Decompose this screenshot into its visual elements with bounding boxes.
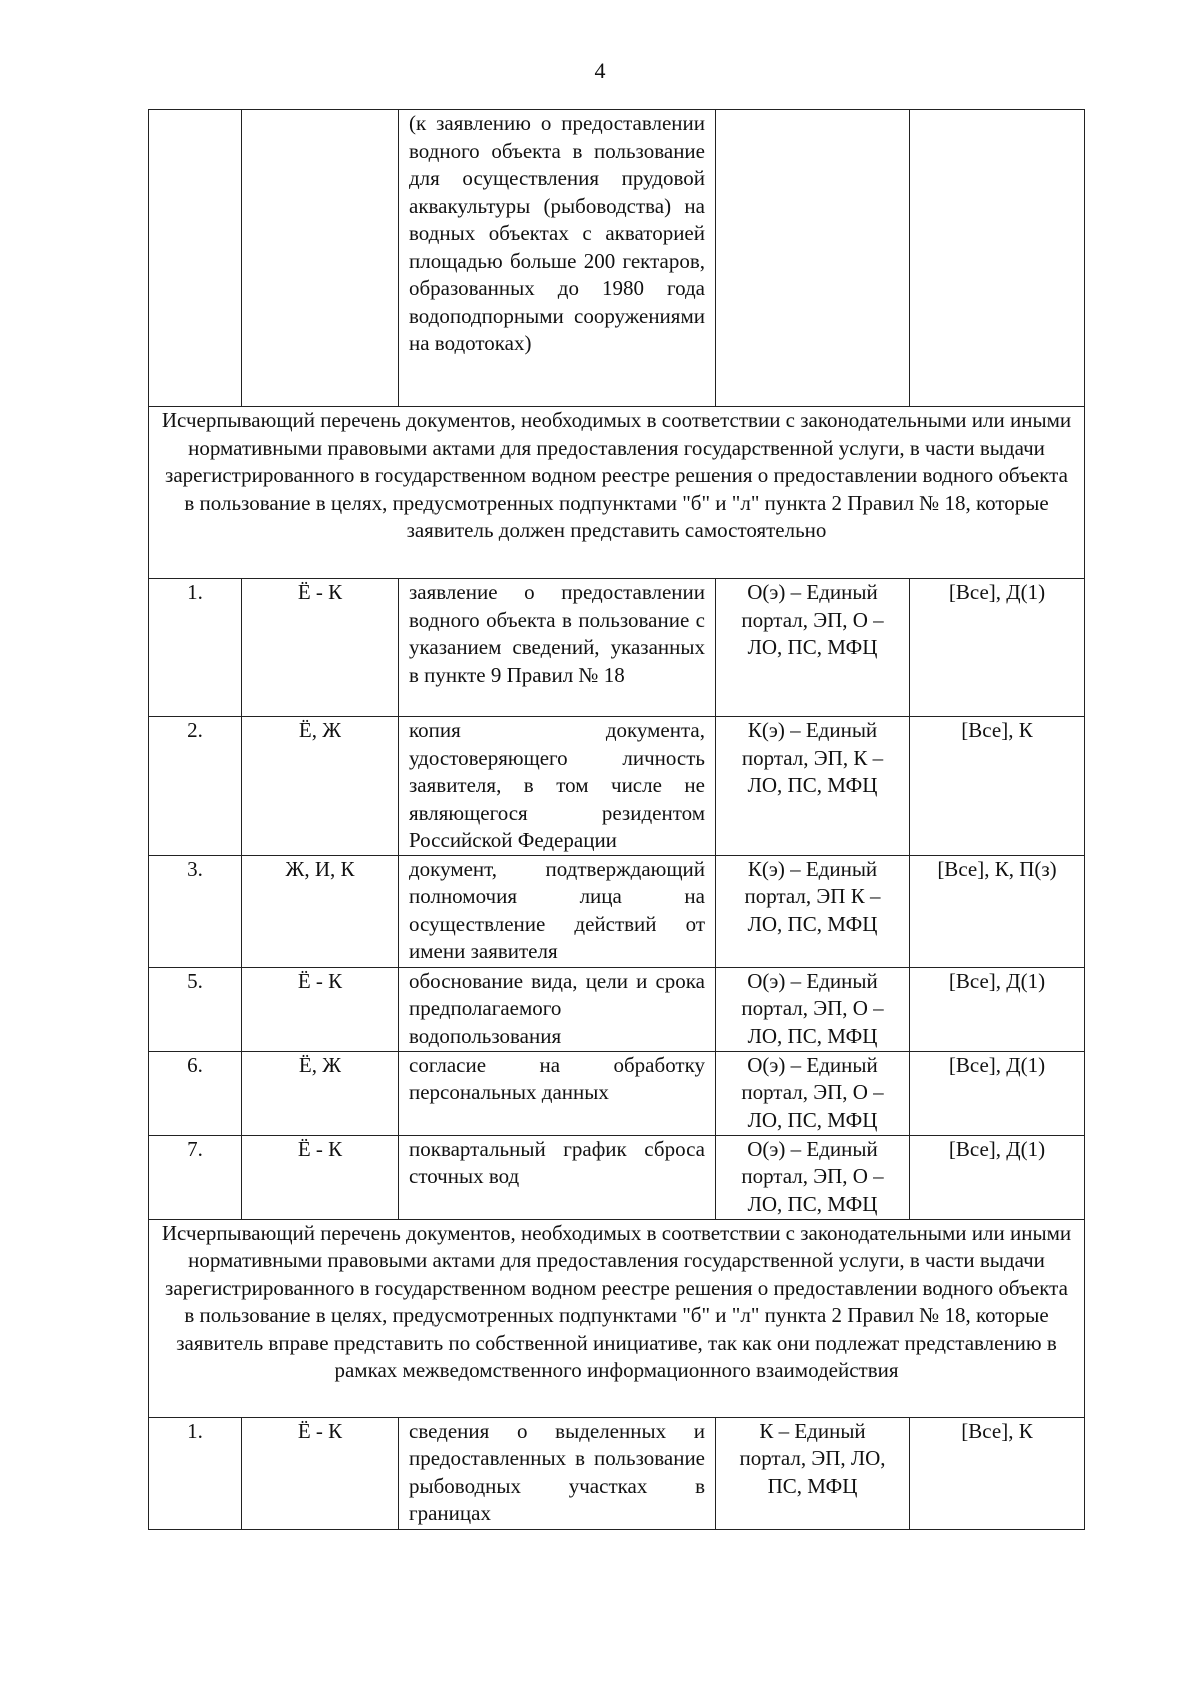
table-row bbox=[149, 967, 1085, 1051]
documents-table bbox=[148, 109, 1085, 1530]
section-heading-row bbox=[149, 407, 1085, 579]
row-form: [Все], Д(1) bbox=[910, 1135, 1085, 1219]
cell-code bbox=[242, 110, 399, 407]
row-description: поквартальный график сброса сточных вод bbox=[399, 1135, 716, 1219]
row-form: [Все], К bbox=[910, 1417, 1085, 1529]
row-description: обоснование вида, цели и срока предполагаемого водопользования bbox=[399, 967, 716, 1051]
table-row bbox=[149, 1135, 1085, 1219]
row-number: 6. bbox=[149, 1051, 242, 1135]
section-heading-row bbox=[149, 1219, 1085, 1417]
row-channel: К – Единый портал, ЭП, ЛО, ПС, МФЦ bbox=[716, 1417, 910, 1529]
page-number: 4 bbox=[594, 58, 606, 83]
row-form: [Все], Д(1) bbox=[910, 967, 1085, 1051]
row-channel: К(э) – Единый портал, ЭП К – ЛО, ПС, МФЦ bbox=[716, 855, 910, 967]
row-description: заявление о предоставлении водного объекта в пользование с указанием сведений, указанных в пункте 9 Правил № 18 bbox=[399, 579, 716, 717]
row-form: [Все], К bbox=[910, 717, 1085, 856]
row-number: 1. bbox=[149, 579, 242, 717]
row-channel: О(э) – Единый портал, ЭП, О – ЛО, ПС, МФЦ bbox=[716, 1135, 910, 1219]
cell-num bbox=[149, 110, 242, 407]
section-heading-optional: Исчерпывающий перечень документов, необходимых в соответствии с законодательными или иными нормативными правовыми актами для предоставления государственной услуги, в части выдачи зарегистрированного в государственном водном реестре решения о предоставлении водного объекта в пользование в целях, предусмотренных подпунктами "б" и "л" пункта 2 Правил № 18, которые заявитель вправе представить по собственной инициативе, так как они подлежат представлению в рамках межведомственного информационного взаимодействия bbox=[149, 1219, 1085, 1417]
row-number: 5. bbox=[149, 967, 242, 1051]
row-code: Ё - К bbox=[242, 1417, 399, 1529]
cell-description: (к заявлению о предоставлении водного объекта в пользование для осуществления прудовой аквакультуры (рыбоводства) на водных объектах с акваторией площадью больше 200 гектаров, образованных до 1980 года водоподпорными сооружениями на водотоках) bbox=[399, 110, 716, 407]
row-number: 1. bbox=[149, 1417, 242, 1529]
row-code: Ж, И, К bbox=[242, 855, 399, 967]
row-number: 2. bbox=[149, 717, 242, 856]
row-code: Ё - К bbox=[242, 1135, 399, 1219]
row-number: 7. bbox=[149, 1135, 242, 1219]
table-row bbox=[149, 855, 1085, 967]
cell-form bbox=[910, 110, 1085, 407]
table-row bbox=[149, 110, 1085, 407]
cell-channel bbox=[716, 110, 910, 407]
table-row bbox=[149, 717, 1085, 856]
section-heading-required: Исчерпывающий перечень документов, необходимых в соответствии с законодательными или иными нормативными правовыми актами для предоставления государственной услуги, в части выдачи зарегистрированного в государственном водном реестре решения о предоставлении водного объекта в пользование в целях, предусмотренных подпунктами "б" и "л" пункта 2 Правил № 18, которые заявитель должен представить самостоятельно bbox=[149, 407, 1085, 579]
row-description: согласие на обработку персональных данных bbox=[399, 1051, 716, 1135]
row-channel: О(э) – Единый портал, ЭП, О – ЛО, ПС, МФЦ bbox=[716, 967, 910, 1051]
row-form: [Все], К, П(з) bbox=[910, 855, 1085, 967]
table-row bbox=[149, 1417, 1085, 1529]
row-description: копия документа, удостоверяющего личность заявителя, в том числе не являющегося резидентом Российской Федерации bbox=[399, 717, 716, 856]
row-number: 3. bbox=[149, 855, 242, 967]
row-channel: О(э) – Единый портал, ЭП, О – ЛО, ПС, МФЦ bbox=[716, 1051, 910, 1135]
row-description: сведения о выделенных и предоставленных в пользование рыбоводных участках в границах bbox=[399, 1417, 716, 1529]
row-form: [Все], Д(1) bbox=[910, 579, 1085, 717]
row-code: Ё, Ж bbox=[242, 717, 399, 856]
row-code: Ё, Ж bbox=[242, 1051, 399, 1135]
row-code: Ё - К bbox=[242, 967, 399, 1051]
table-row bbox=[149, 1051, 1085, 1135]
row-code: Ё - К bbox=[242, 579, 399, 717]
row-description: документ, подтверждающий полномочия лица на осуществление действий от имени заявителя bbox=[399, 855, 716, 967]
table-row bbox=[149, 579, 1085, 717]
row-channel: К(э) – Единый портал, ЭП, К – ЛО, ПС, МФЦ bbox=[716, 717, 910, 856]
row-channel: О(э) – Единый портал, ЭП, О – ЛО, ПС, МФЦ bbox=[716, 579, 910, 717]
row-form: [Все], Д(1) bbox=[910, 1051, 1085, 1135]
